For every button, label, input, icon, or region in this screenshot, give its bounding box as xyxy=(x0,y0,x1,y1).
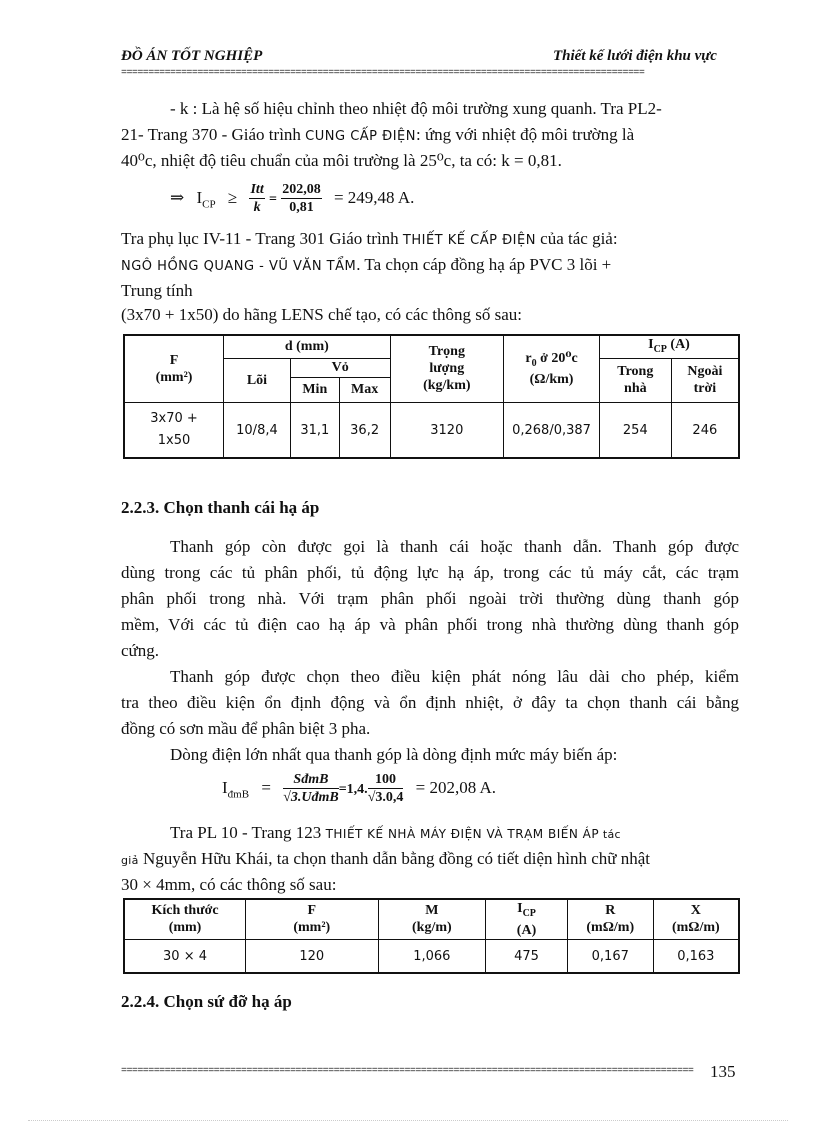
busbar-spec-table xyxy=(123,898,740,974)
para2-line2: NGÔ HỒNG QUANG - VŨ VĂN TẨM. Ta chọn cáp đồng hạ áp PVC 3 lõi + xyxy=(121,255,612,274)
fraction-itt-k: $\frac{\text{Itt}}{k}$ xyxy=(250,181,264,215)
header-weight: Trọng lượng (kg/km) xyxy=(390,335,504,402)
fraction-100: $\frac{100}{√3.0,4}$ xyxy=(367,771,404,805)
book-title-thiet-ke-cap-dien: THIẾT KẾ CẤP ĐIỆN xyxy=(402,233,536,248)
section1-p1-line3: phân phối trong nhà. Với trạm phân phối ngoài trời thường dùng thanh góp xyxy=(121,589,739,608)
table-row: 3x70 + 1x50 10/8,4 31,1 36,2 3120 0,268/0,387 254 246 xyxy=(124,402,739,458)
book-title-nha-may-dien: THIẾT KẾ NHÀ MÁY ĐIỆN VÀ TRẠM BIẾN ÁP xyxy=(325,827,600,841)
page-edge-divider xyxy=(28,1120,788,1121)
header-icp: $I_{CP}$ (A) xyxy=(599,335,739,358)
section1-p2-line3: đồng có sơn mầu để phân biệt 3 pha. xyxy=(121,719,371,738)
page-number: 135 xyxy=(710,1062,736,1081)
book-title-cung-cap-dien: CUNG CẤP ĐIỆN xyxy=(305,129,416,144)
formula-icp: ⇒ $I_{CP}$ ≥ $\frac{\text{Itt}}{k}$ = $\frac{202,08}{0,81}$ = 249,48 A. xyxy=(170,181,415,215)
para1-line3: 40⁰c, nhiệt độ tiêu chuẩn của môi trường là 25⁰c, ta có: k = 0,81. xyxy=(121,151,562,170)
formula-idmb: $I_{đmB}$ = $\frac{\text{SđmB}}{\text{√3.UđmB}}$ =1,4. $\frac{100}{√3.0,4}$ = 202,08 A. xyxy=(222,771,497,805)
header-min: Min xyxy=(290,377,339,402)
para1-line2: 21- Trang 370 - Giáo trình CUNG CẤP ĐIỆN: ứng với nhiệt độ môi trường là xyxy=(121,125,635,144)
header-vo: Vỏ xyxy=(290,358,390,377)
section1-p1-line4: mềm, Với các tủ điện cao hạ áp và phân phối trong nhà thường dùng thanh góp xyxy=(121,615,739,634)
header-M: M (kg/m) xyxy=(378,899,486,939)
header-rule: ================================================================================================ xyxy=(121,68,645,79)
fraction-values: $\frac{202,08}{0,81}$ xyxy=(282,181,321,215)
header-max: Max xyxy=(339,377,390,402)
table-row: 30 × 4 120 1,066 475 0,167 0,163 xyxy=(124,939,739,973)
authors: NGÔ HỒNG QUANG - VŨ VĂN TẨM xyxy=(121,259,357,274)
para1-line1: - k : Là hệ số hiệu chỉnh theo nhiệt độ môi trường xung quanh. Tra PL2- xyxy=(170,99,662,118)
section-title-2-2-3: 2.2.3. Chọn thanh cái hạ áp xyxy=(121,498,320,517)
section1-p2-line2: tra theo điều kiện ổn định động và ổn định nhiệt, ở đây ta chọn thanh cái bằng xyxy=(121,693,739,712)
para2-line3: Trung tính xyxy=(121,281,193,300)
header-icp: $I_{CP}$ (A) xyxy=(486,899,568,939)
section1-p3: Dòng điện lớn nhất qua thanh góp là dòng định mức máy biến áp: xyxy=(170,745,618,764)
section-title-2-2-4: 2.2.4. Chọn sứ đỡ hạ áp xyxy=(121,992,292,1011)
header-right: Thiết kế lưới điện khu vực xyxy=(553,48,717,64)
header-F: F (mm²) xyxy=(246,899,378,939)
cable-spec-table xyxy=(123,334,740,459)
fraction-s-u: $\frac{\text{SđmB}}{\text{√3.UđmB}}$ xyxy=(283,771,339,805)
para3-line2: giả Nguyễn Hữu Khái, ta chọn thanh dẫn bằng đồng có tiết diện hình chữ nhật xyxy=(121,849,650,868)
table-header-row xyxy=(124,899,739,939)
para2-line1: Tra phụ lục IV-11 - Trang 301 Giáo trình THIẾT KẾ CẤP ĐIỆN của tác giả: xyxy=(121,229,618,248)
header-indoor: Trong nhà xyxy=(599,358,671,402)
para2-line4: (3x70 + 1x50) do hãng LENS chế tạo, có các thông số sau: xyxy=(121,305,522,324)
footer-rule: ========================================================================================================= xyxy=(121,1066,694,1077)
section1-p2-line1: Thanh góp được chọn theo điều kiện phát nóng lâu dài cho phép, kiểm xyxy=(170,667,739,686)
section1-p1-line5: cứng. xyxy=(121,641,160,660)
header-loi: Lõi xyxy=(224,358,291,402)
section1-p1-line2: dùng trong các tủ phân phối, tủ động lực hạ áp, trong các tủ máy cắt, các trạm xyxy=(121,563,739,582)
header-d: d (mm) xyxy=(224,335,391,358)
implies-symbol: ⇒ xyxy=(170,188,185,207)
header-R: R (mΩ/m) xyxy=(567,899,653,939)
para3-line1: Tra PL 10 - Trang 123 THIẾT KẾ NHÀ MÁY ĐIỆN VÀ TRẠM BIẾN ÁP tác xyxy=(170,823,621,842)
header-left: ĐỒ ÁN TỐT NGHIỆP xyxy=(121,48,263,64)
header-size: Kích thước (mm) xyxy=(124,899,246,939)
header-F: F (mm²) xyxy=(124,335,224,402)
section1-p1-line1: Thanh góp còn được gọi là thanh cái hoặc thanh dẫn. Thanh góp được xyxy=(170,537,739,556)
header-outdoor: Ngoài trời xyxy=(671,358,739,402)
para3-line3: 30 × 4mm, có các thông số sau: xyxy=(121,875,337,894)
header-X: X (mΩ/m) xyxy=(653,899,739,939)
header-r0: $r_0$ ở 20⁰c (Ω/km) xyxy=(504,335,600,402)
